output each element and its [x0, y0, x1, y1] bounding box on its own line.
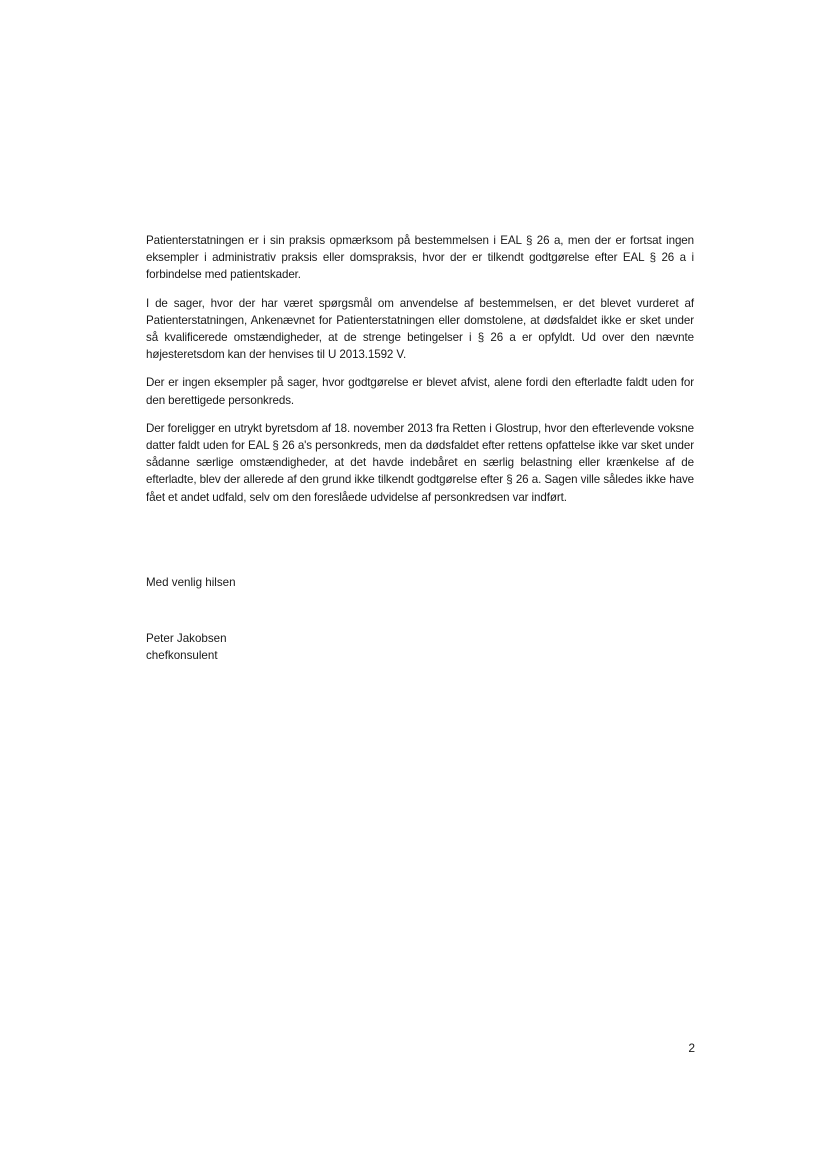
signature-title: chefkonsulent: [146, 649, 218, 662]
paragraph-assessment: I de sager, hvor der har været spørgsmål om anvendelse af bestemmelsen, er det blevet vurderet af Patienterstatningen, Ankenævnet for Patienterstatningen eller domstolene, at dødsfaldet ikke er sket under så kvalificerede omstændigheder, at de strenge betingelser i § 26 a er opfyldt. Ud over den nævnte højesteretsdom kan der henvises til U 2013.1592 V.: [146, 296, 694, 362]
paragraph-no-rejections: Der er ingen eksempler på sager, hvor godtgørelse er blevet afvist, alene fordi den efterladte faldt uden for den berettigede personkreds.: [146, 376, 694, 407]
letter-body: [146, 232, 694, 517]
signature-name: Peter Jakobsen: [146, 632, 227, 645]
closing-greeting: Med venlig hilsen: [146, 576, 236, 589]
page-number: 2: [688, 1041, 695, 1055]
signature-block: [146, 630, 227, 664]
paragraph-district-court-ruling: Der foreligger en utrykt byretsdom af 18. november 2013 fra Retten i Glostrup, hvor den efterlevende voksne datter faldt uden for EAL § 26 a's personkreds, men da dødsfaldet efter rettens opfattelse ikke var sket under sådanne særlige omstændigheder, at det havde indebåret en særlig belastning eller krænkelse af de efterladte, blev der allerede af den grund ikke tilkendt godtgørelse efter § 26 a. Sagen ville således ikke have fået et andet udfald, selv om den foreslåede udvidelse af personkredsen var indført.: [146, 421, 694, 504]
paragraph-practice: Patienterstatningen er i sin praksis opmærksom på bestemmelsen i EAL § 26 a, men der er fortsat ingen eksempler i administrativ praksis eller domspraksis, hvor der er tilkendt godtgørelse efter EAL § 26 a i forbindelse med patientskader.: [146, 234, 694, 282]
